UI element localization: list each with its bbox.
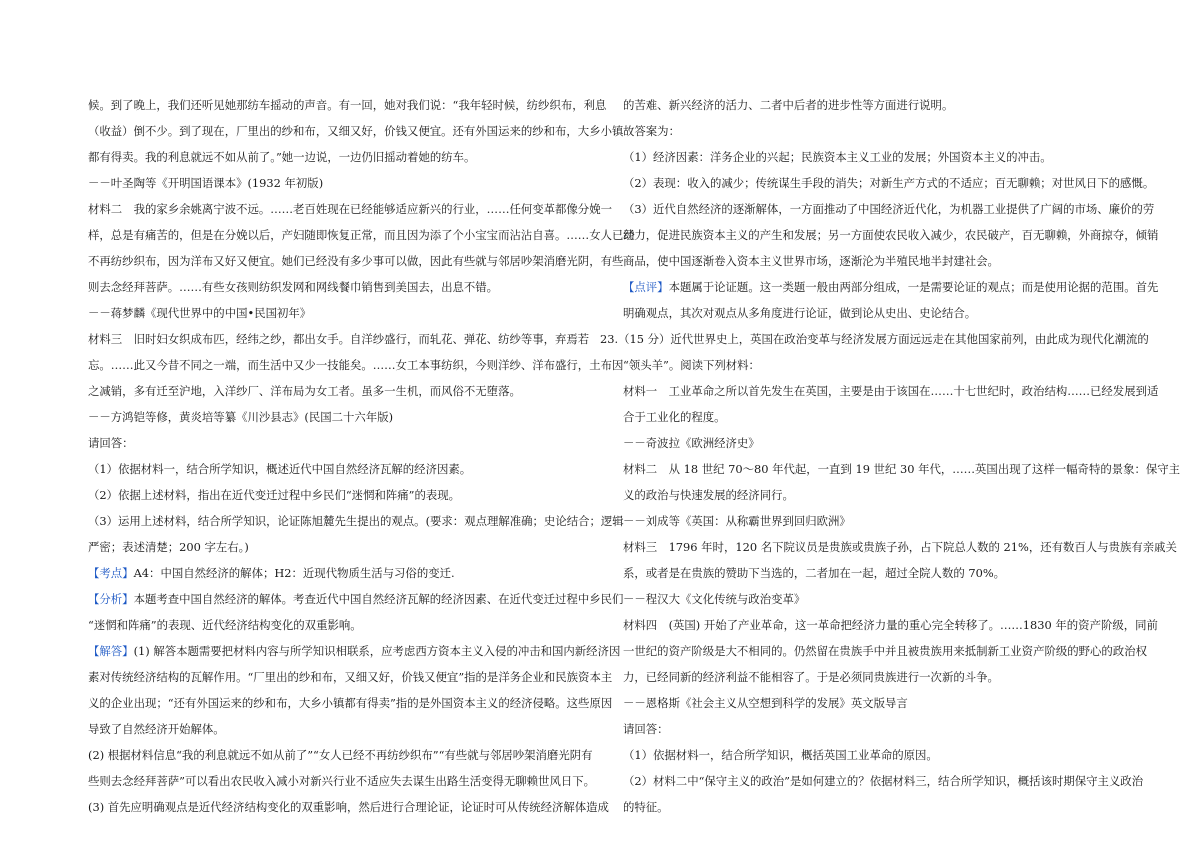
text-line [88, 404, 590, 430]
text-line [623, 560, 1120, 586]
text-line [623, 300, 1120, 326]
section-tag: 【解答】 [88, 644, 134, 658]
line-text: 23.（15 分）近代世界史上，英国在政治变革与经济发展方面远远走在其他国家前列，由此成为现代化潮流的 [600, 332, 1149, 346]
text-line [623, 508, 1120, 534]
text-line [623, 430, 1120, 456]
text-line [88, 352, 624, 378]
line-text: 之减销，多有迁至沪地，入洋纱厂、洋布局为女工者。虽多一生机，而风俗不无堕落。 [88, 384, 521, 398]
text-line [623, 794, 1120, 820]
text-line [88, 794, 609, 820]
text-line [600, 326, 1149, 352]
line-text: 明确观点，其次对观点从多角度进行论证，做到论从史出、史论结合。 [623, 306, 977, 320]
text-line [623, 274, 1159, 300]
line-text: 材料二 我的家乡余姚离宁波不远。……老百姓现在已经能够适应新兴的行业，……任何变革都像分娩一 [88, 202, 612, 216]
text-line [88, 742, 593, 768]
line-text: －－程汉大《文化传统与政治变革》 [623, 592, 806, 606]
text-line [623, 612, 1158, 638]
text-line [623, 170, 1155, 196]
text-line [88, 638, 621, 664]
text-line [623, 690, 1120, 716]
text-line [623, 534, 1177, 560]
line-text: 候。到了晚上，我们还听见她那纺车摇动的声音。有一回，她对我们说：“我年轻时候，纺纱织布，利息 [88, 98, 607, 112]
right-column [600, 92, 1181, 820]
text-line [88, 456, 590, 482]
line-text: （1）依据材料一，结合所学知识，概述近代中国自然经济瓦解的经济因素。 [88, 462, 472, 476]
line-text: 力，已经同新的经济利益不能相容了。于是必须同贵族进行一次新的斗争。 [623, 670, 999, 684]
line-text: 不再纺纱织布，因为洋布又好又便宜。她们已经没有多少事可以做，因此有些就与邻居吵架消磨光阴，有些 [88, 254, 624, 268]
line-text: 则去念经拜菩萨。……有些女孩则纺织发网和网线餐巾销售到美国去，出息不错。 [88, 280, 499, 294]
line-text: 故答案为： [623, 124, 680, 138]
line-text: 商品，使中国逐渐卷入资本主义世界市场，逐渐沦为半殖民地半封建社会。 [623, 254, 999, 268]
line-text: －－蒋梦麟《现代世界中的中国•民国初年》 [88, 306, 312, 320]
section-tag: 【分析】 [88, 592, 134, 606]
line-text: 的特征。 [623, 800, 669, 814]
line-text: 严密；表述清楚；200 字左右。) [88, 540, 249, 554]
text-line [88, 144, 590, 170]
text-line [88, 534, 590, 560]
line-text: 系，或者是在贵族的赞助下当选的，二者加在一起，超过全院人数的 70%。 [623, 566, 1006, 580]
line-text: 一世纪的资产阶级是大不相同的。仍然留在贵族手中并且被贵族用来抵制新工业资产阶级的野心的政治权 [623, 644, 1147, 658]
line-text: －－叶圣陶等《开明国语课本》(1932 年初版) [88, 176, 324, 190]
text-line [623, 222, 1159, 248]
text-line [88, 196, 612, 222]
line-text: －－方鸿铠等修，黄炎培等纂《川沙县志》(民国二十六年版) [88, 410, 394, 424]
line-text: 材料二 从 18 世纪 70～80 年代起，一直到 19 世纪 30 年代，……英国出现了这样一幅奇特的景象：保守主 [623, 462, 1181, 476]
line-text: 导致了自然经济开始解体。 [88, 722, 225, 736]
line-text: A4：中国自然经济的解体；H2：近现代物质生活与习俗的变迁. [133, 566, 455, 580]
text-line [623, 664, 1120, 690]
line-text: 本题考查中国自然经济的解体。考查近代中国自然经济瓦解的经济因素、在近代变迁过程中乡民们 [133, 592, 624, 606]
text-line [623, 144, 1120, 170]
text-line [623, 638, 1147, 664]
text-line [623, 456, 1181, 482]
text-line [623, 742, 1120, 768]
line-text: （1）依据材料一，结合所学知识，概括英国工业革命的原因。 [623, 748, 938, 762]
line-text: －－恩格斯《社会主义从空想到科学的发展》英文版导言 [623, 696, 908, 710]
text-line [88, 222, 635, 248]
text-line [88, 248, 624, 274]
text-line [88, 508, 624, 534]
line-text: 本题属于论证题。这一类题一般由两部分组成，一是需要论证的观点；而是使用论据的范围。首先 [668, 280, 1159, 294]
section-tag: 【考点】 [88, 566, 134, 580]
text-line [88, 118, 624, 144]
text-line [88, 274, 590, 300]
text-line [623, 378, 1159, 404]
line-text: 材料一 工业革命之所以首先发生在英国，主要是由于该国在……十七世纪时，政治结构……已经发展到适 [623, 384, 1159, 398]
line-text: “迷惘和阵痛”的表现、近代经济结构变化的双重影响。 [88, 618, 362, 632]
line-text: 合于工业化的程度。 [623, 410, 726, 424]
line-text: （1）经济因素：洋务企业的兴起；民族资本主义工业的发展；外国资本主义的冲击。 [623, 150, 1052, 164]
line-text: (2) 根据材料信息“我的利息就远不如从前了”“女人已经不再纺纱织布”“有些就与邻居吵架消磨光阴有 [88, 748, 593, 762]
line-text: 的苦难、新兴经济的活力、二者中后者的进步性等方面进行说明。 [623, 98, 954, 112]
line-text: 材料三 旧时妇女织成布匹，经纬之纱，都出女手。自洋纱盛行，而轧花、弹花、纺纱等事，弃焉若 [88, 332, 590, 346]
line-text: （3）近代自然经济的逐渐解体，一方面推动了中国经济近代化，为机器工业提供了广阔的市场、廉价的劳 [623, 202, 1155, 216]
text-line [623, 92, 1120, 118]
line-text: 忘。……此又今昔不同之一端，而生活中又少一技能矣。……女工本事纺织，今则洋纱、洋布盛行，土布因 [88, 358, 624, 372]
text-line [623, 248, 1120, 274]
text-line [88, 716, 590, 742]
line-text: 些则去念经拜菩萨”可以看出农民收入减小对新兴行业不适应失去谋生出路生活变得无聊赖世风日下。 [88, 774, 596, 788]
text-line [623, 196, 1155, 222]
line-text: －－刘成等《英国：从称霸世界到回归欧洲》 [623, 514, 851, 528]
text-line [88, 378, 590, 404]
text-line [88, 92, 607, 118]
text-line [88, 664, 613, 690]
line-text: 请回答： [623, 722, 669, 736]
text-line [623, 118, 1120, 144]
text-line [88, 300, 590, 326]
line-text: 动力，促进民族资本主义的产生和发展；另一方面使农民收入减少，农民破产，百无聊赖，外商掠夺，倾销 [623, 228, 1159, 242]
section-tag: 【点评】 [623, 280, 669, 294]
line-text: 材料三 1796 年时，120 名下院议员是贵族或贵族子孙，占下院总人数的 21%，还有数百人与贵族有亲戚关 [623, 540, 1177, 554]
text-line [623, 352, 1120, 378]
line-text: “领头羊”。阅读下列材料： [623, 358, 760, 372]
line-text: (1) 解答本题需要把材料内容与所学知识相联系，应考虑西方资本主义入侵的冲击和国内新经济因 [133, 644, 621, 658]
line-text: （收益）倒不少。到了现在，厂里出的纱和布，又细又好，价钱又便宜。还有外国运来的纱和布，大乡小镇 [88, 124, 624, 138]
line-text: (3) 首先应明确观点是近代经济结构变化的双重影响，然后进行合理论证，论证时可从传统经济解体造成 [88, 800, 609, 814]
text-line [623, 404, 1120, 430]
text-line [88, 560, 590, 586]
text-line [88, 430, 590, 456]
line-text: 材料四 (英国) 开始了产业革命，这一革命把经济力量的重心完全转移了。……1830 年的资产阶级，同前 [623, 618, 1158, 632]
line-text: 样，总是有痛苦的，但是在分娩以后，产妇随即恢复正常，而且因为添了个小宝宝而沾沾自喜。……女人已经 [88, 228, 635, 242]
line-text: 义的政治与快速发展的经济同行。 [623, 488, 794, 502]
left-column [88, 92, 635, 820]
text-line [623, 768, 1144, 794]
text-line [88, 586, 624, 612]
text-line [623, 482, 1120, 508]
text-line [623, 716, 1120, 742]
line-text: －－奇波拉《欧洲经济史》 [623, 436, 760, 450]
line-text: （2）表现：收入的减少；传统谋生手段的消失；对新生产方式的不适应；百无聊赖；对世风日下的感慨。 [623, 176, 1155, 190]
text-line [623, 586, 1120, 612]
line-text: （3）运用上述材料，结合所学知识，论证陈旭麓先生提出的观点。(要求：观点理解准确；史论结合；逻辑 [88, 514, 624, 528]
text-line [88, 326, 590, 352]
line-text: 请回答： [88, 436, 134, 450]
line-text: 素对传统经济结构的瓦解作用。“厂里出的纱和布，又细又好，价钱又便宜”指的是洋务企业和民族资本主 [88, 670, 613, 684]
text-line [88, 690, 613, 716]
line-text: （2）材料二中“保守主义的政治”是如何建立的？依据材料三，结合所学知识，概括该时期保守主义政治 [623, 774, 1144, 788]
text-line [88, 482, 590, 508]
line-text: （2）依据上述材料，指出在近代变迁过程中乡民们“迷惘和阵痛”的表现。 [88, 488, 461, 502]
text-line [88, 170, 590, 196]
text-line [88, 612, 590, 638]
line-text: 都有得卖。我的利息就远不如从前了。”她一边说，一边仍旧摇动着她的纺车。 [88, 150, 476, 164]
line-text: 义的企业出现；“还有外国运来的纱和布，大乡小镇都有得卖”指的是外国资本主义的经济侵略。这些原因 [88, 696, 613, 710]
text-line [88, 768, 596, 794]
